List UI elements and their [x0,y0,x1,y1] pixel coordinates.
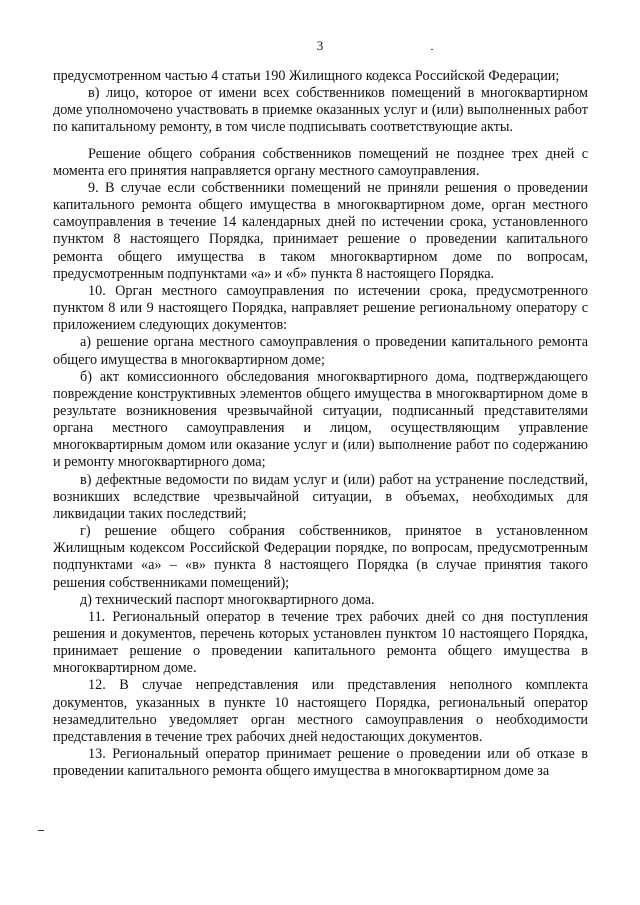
page-number: 3 [316,38,324,53]
paragraph-item-g: г) решение общего собрания собственников, принятое в установленном Жилищным кодексом Российской Федерации порядке, по вопросам, предусмотренным подпунктами «а» – «в» пункта 8 настоящего Порядка (в случае принятия такого решения собственниками помещений); [53,523,588,591]
document-body [53,68,588,780]
paragraph-continuation: предусмотренном частью 4 статьи 190 Жилищного кодекса Российской Федерации; [53,68,560,84]
paragraph-item-a: а) решение органа местного самоуправления о проведении капитального ремонта общего имущества в многоквартирном доме; [53,334,588,368]
paragraph-clause-12: 12. В случае непредставления или представления неполного комплекта документов, указанных в пункте 10 настоящего Порядка, региональный оператор незамедлительно уведомляет орган местного самоуправления о необходимости представления в течение трех рабочих дней недостающих документов. [53,677,588,745]
paragraph-clause-9: 9. В случае если собственники помещений не приняли решения о проведении капитального ремонта общего имущества в многоквартирном доме, орган местного самоуправления в течение 14 календарных дней по истечении срока, установленного пунктом 8 настоящего Порядка, принимает решение о проведении капитального ремонта общего имущества в таком многоквартирном доме по вопросам, предусмотренным подпунктами «а» и «б» пункта 8 настоящего Порядка. [53,179,588,282]
paragraph-item-d: д) технический паспорт многоквартирного дома. [80,591,375,608]
paragraph-item-v-defects: в) дефектные ведомости по видам услуг и (или) работ на устранение последствий, возникших вследствие чрезвычайной ситуации, в объемах, необходимых для ликвидации таких последствий; [53,471,588,522]
paragraph-item-b: б) акт комиссионного обследования многоквартирного дома, подтверждающего повреждение конструктивных элементов общего имущества в многоквартирном доме в результате возникновения чрезвычайной ситуации, подписанный представителями органа местного самоуправления и лицом, осуществляющим управление многоквартирным домом или оказание услуг и (или) выполнение работ по содержанию и ремонту многоквартирного дома; [53,368,588,471]
scan-speck [431,49,433,50]
paragraph-item-v: в) лицо, которое от имени всех собственников помещений в многоквартирном доме уполномочено участвовать в приемке оказанных услуг и (или) выполненных работ по капитальному ремонту, в том числе подписывать соответствующие акты. [53,85,588,136]
margin-mark [38,830,44,831]
paragraph-clause-13: 13. Региональный оператор принимает решение о проведении или об отказе в проведении капитального ремонта общего имущества в многоквартирном доме за [53,746,588,780]
paragraph-meeting-decision: Решение общего собрания собственников помещений не позднее трех дней с момента его принятия направляется органу местного самоуправления. [53,145,588,179]
paragraph-clause-11: 11. Региональный оператор в течение трех рабочих дней со дня поступления решения и документов, перечень которых установлен пунктом 10 настоящего Порядка, принимает решение о проведении капитального ремонта общего имущества в многоквартирном доме. [53,608,588,677]
paragraph-clause-10: 10. Орган местного самоуправления по истечении срока, предусмотренного пунктом 8 или 9 настоящего Порядка, направляет решение региональному оператору с приложением следующих документов: [53,282,588,334]
